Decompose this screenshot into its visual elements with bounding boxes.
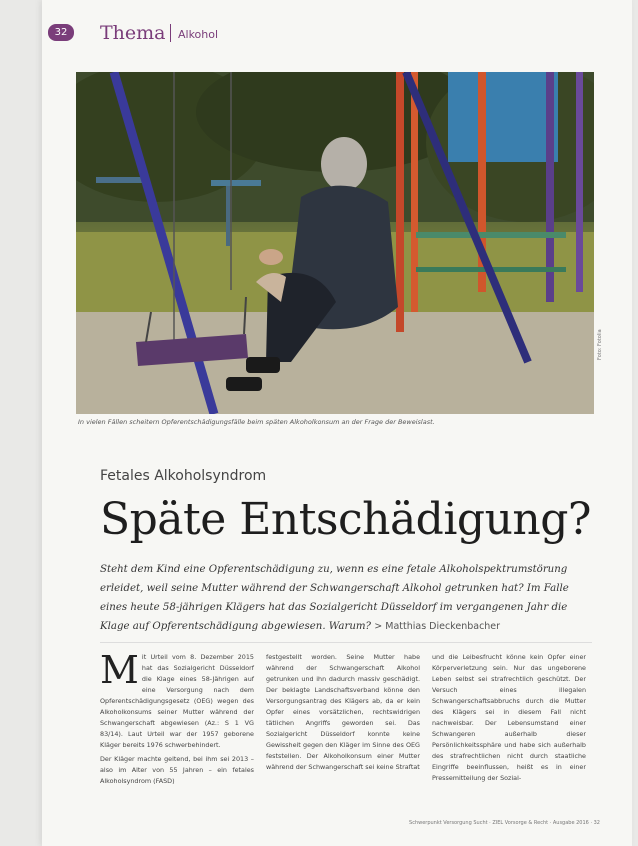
paragraph-text: it Urteil vom 8. Dezember 2015 hat das Sozialgericht Düsseldorf die Klage eines 58-Jährigen auf eine Versorgung nach dem Opferentschädigungsgesetz (OEG) wegen des Alkoholkonsums seiner Mutter während der Schwangerschaft abgewiesen (Az.: S 1 VG 83/14). Laut Urteil war der 1957 geborene Kläger bereits 1976 schwerbehindert. [100,653,254,749]
body-column-1 [100,648,254,790]
body-column-3 [432,652,586,787]
body-paragraph: festgestellt worden. Seine Mutter habe während der Schwangerschaft Alkohol getrunken und ihn dadurch massiv geschädigt. Der beklagte Landschaftsverband könne den Versorgungsantrag des Klägers ab, da er kein Opfer eines vorsätzlichen, rechtswidrigen tätlichen Angriffs geworden sei. Das Sozialgericht Düsseldorf konnte keine Gewissheit gegen den Kläger im Sinne des OEG feststellen. Der Alkoholkonsum einer Mutter während der Schwangerschaft sei keine Straftat [266,653,420,771]
section-title: Thema [100,22,166,44]
article-photo [76,72,594,414]
body-paragraph [100,648,254,751]
lead-divider [100,642,592,643]
section-divider [170,24,171,42]
body-column-2 [266,652,420,776]
photo-caption: In vielen Fällen scheitern Opferentschädigungsfälle beim späten Alkoholkonsum an der Frage der Beweislast. [78,418,435,426]
lead-text: Steht dem Kind eine Opferentschädigung zu, wenn es eine fetale Alkoholspektrumstörung erleidet, weil seine Mutter während der Schwangerschaft Alkohol getrunken hat? Im Falle eines heute 58-jährigen Klägers hat das Sozialgericht Düsseldorf im vergangenen Jahr die Klage auf Opferentschädigung abgewiesen. Warum? [100,564,569,632]
drop-cap: M [100,648,139,692]
subsection-title: Alkohol [178,28,219,41]
playground-illustration [76,72,594,414]
article-headline: Späte Entschädigung? [100,494,592,545]
page-footer: Schwerpunkt Versorgung Sucht · ZIEL Vorsorge & Recht · Ausgabe 2016 · 32 [409,820,600,826]
body-paragraph: und die Leibesfrucht könne kein Opfer einer Körperverletzung sein. Nur das ungeborene Leben selbst sei strafrechtlich geschützt. Der Versuch eines illegalen Schwangerschaftsabbruchs durch die Mutter des Klägers sei in diesem Fall nicht nachweisbar. Der Lebensumstand einer Schwangeren außerhalb dieser Persönlichkeitssphäre und habe sich außerhalb des strafrechtlichen nicht durch staatliche Eingriffe beeinflussen, heißt es in einer Pressemitteilung der Sozial- [432,653,586,782]
photo-credit: Foto: Fotolia [597,329,603,360]
page-number-badge: 32 [48,24,74,41]
article-lead [100,560,592,636]
body-paragraph: Der Kläger machte geltend, bei ihm sei 2013 – also im Alter von 55 Jahren – ein fetales Alkoholsyndrom (FASD) [100,755,254,785]
article-kicker: Fetales Alkoholsyndrom [100,468,267,484]
author-byline: > Matthias Dieckenbacher [374,621,501,632]
